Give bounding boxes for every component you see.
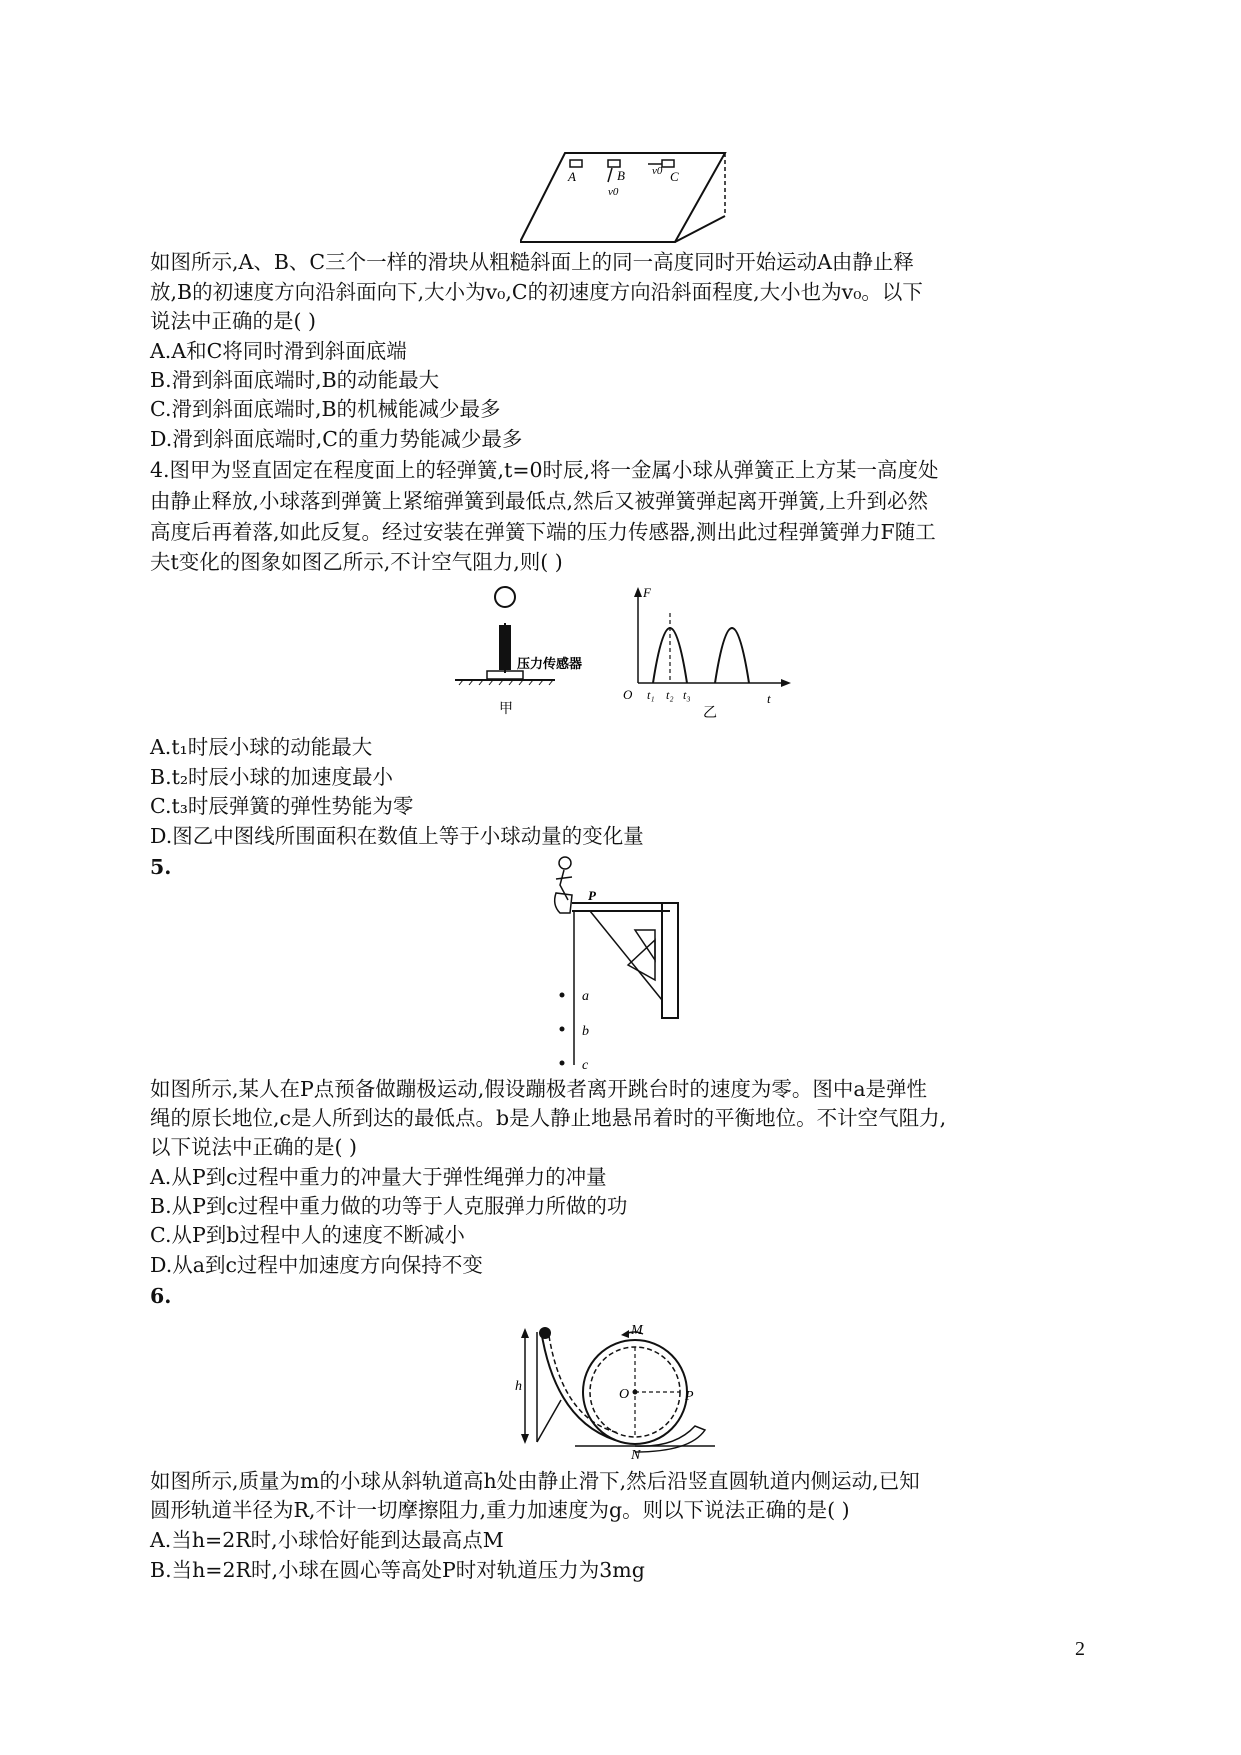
label-v0-c: v0 xyxy=(652,165,663,177)
label-a-point: a xyxy=(582,989,589,1004)
q6-option-b: B.当h=2R时,小球在圆心等高处P时对轨道压力为3mg xyxy=(150,1558,645,1582)
axis-t: t xyxy=(767,691,771,706)
incline-figure xyxy=(520,150,730,250)
label-yi: 乙 xyxy=(703,706,717,721)
q5-line-3: 以下说法中正确的是( ) xyxy=(150,1135,358,1159)
label-c-point: c xyxy=(582,1058,589,1070)
tick-t2: t₂ xyxy=(666,688,674,702)
tick-t1: t₁ xyxy=(647,688,655,702)
q6-number: 6. xyxy=(150,1284,172,1308)
bungee-figure xyxy=(550,855,690,1070)
q6-line-2: 圆形轨道半径为R,不计一切摩擦阻力,重力加速度为g。则以下说法正确的是( ) xyxy=(150,1498,850,1522)
q5-option-b: B.从P到c过程中重力做的功等于人克服弹力所做的功 xyxy=(150,1194,628,1218)
q5-option-a: A.从P到c过程中重力的冲量大于弹性绳弹力的冲量 xyxy=(150,1165,607,1189)
q6-line-1: 如图所示,质量为m的小球从斜轨道高h处由静止滑下,然后沿竖直圆轨道内侧运动,已知 xyxy=(150,1469,920,1493)
q5-line-2: 绳的原长地位,c是人所到达的最低点。b是人静止地悬吊着时的平衡地位。不计空气阻力, xyxy=(150,1106,947,1130)
label-jia: 甲 xyxy=(499,702,513,717)
q4-option-c: C.t₃时辰弹簧的弹性势能为零 xyxy=(150,794,414,818)
label-b-point: b xyxy=(582,1024,589,1039)
q4-option-b: B.t₂时辰小球的加速度最小 xyxy=(150,765,394,789)
label-o: O xyxy=(619,1387,630,1402)
q3-option-c: C.滑到斜面底端时,B的机械能减少最多 xyxy=(150,397,501,421)
sensor-label: 压力传感器 xyxy=(517,656,583,671)
page-number: 2 xyxy=(1075,1638,1085,1660)
q5-option-d: D.从a到c过程中加速度方向保持不变 xyxy=(150,1253,483,1277)
q5-number: 5. xyxy=(150,855,172,879)
q4-line-3: 高度后再着落,如此反复。经过安装在弹簧下端的压力传感器,测出此过程弹簧弹力F随工 xyxy=(150,520,936,544)
q5-option-c: C.从P到b过程中人的速度不断减小 xyxy=(150,1223,465,1247)
spring-force-figure xyxy=(455,583,795,723)
q4-option-a: A.t₁时辰小球的动能最大 xyxy=(150,735,373,759)
q6-option-a: A.当h=2R时,小球恰好能到达最高点M xyxy=(150,1528,504,1552)
loop-track-figure xyxy=(515,1320,720,1460)
q3-line-3: 说法中正确的是( ) xyxy=(150,309,317,333)
label-n: N xyxy=(631,1448,641,1460)
axis-f: F xyxy=(643,585,651,600)
label-a: A xyxy=(568,169,576,184)
label-m: M xyxy=(631,1323,643,1338)
axis-origin: O xyxy=(623,687,633,702)
q3-option-a: A.A和C将同时滑到斜面底端 xyxy=(150,339,407,363)
label-c: C xyxy=(670,169,679,184)
q3-option-b: B.滑到斜面底端时,B的动能最大 xyxy=(150,368,440,392)
q3-line-2: 放,B的初速度方向沿斜面向下,大小为v₀,C的初速度方向沿斜面程度,大小也为v₀。以下 xyxy=(150,280,923,304)
label-v0-b: v0 xyxy=(608,186,619,198)
q5-line-1: 如图所示,某人在P点预备做蹦极运动,假设蹦极者离开跳台时的速度为零。图中a是弹性 xyxy=(150,1077,928,1101)
label-b: B xyxy=(617,168,625,183)
q3-option-d: D.滑到斜面底端时,C的重力势能减少最多 xyxy=(150,427,523,451)
tick-t3: t₃ xyxy=(683,688,691,702)
q4-line-1: 4.图甲为竖直固定在程度面上的轻弹簧,t=0时辰,将一金属小球从弹簧正上方某一高度处 xyxy=(150,458,939,482)
label-p: P xyxy=(588,888,596,903)
label-p-point: P xyxy=(685,1389,694,1404)
q4-line-4: 夫t变化的图象如图乙所示,不计空气阻力,则( ) xyxy=(150,550,563,574)
q4-line-2: 由静止释放,小球落到弹簧上紧缩弹簧到最低点,然后又被弹簧弹起离开弹簧,上升到必然 xyxy=(150,489,929,513)
q4-option-d: D.图乙中图线所围面积在数值上等于小球动量的变化量 xyxy=(150,824,644,848)
q3-line-1: 如图所示,A、B、C三个一样的滑块从粗糙斜面上的同一高度同时开始运动A由静止释 xyxy=(150,250,914,274)
label-h: h xyxy=(515,1379,522,1394)
